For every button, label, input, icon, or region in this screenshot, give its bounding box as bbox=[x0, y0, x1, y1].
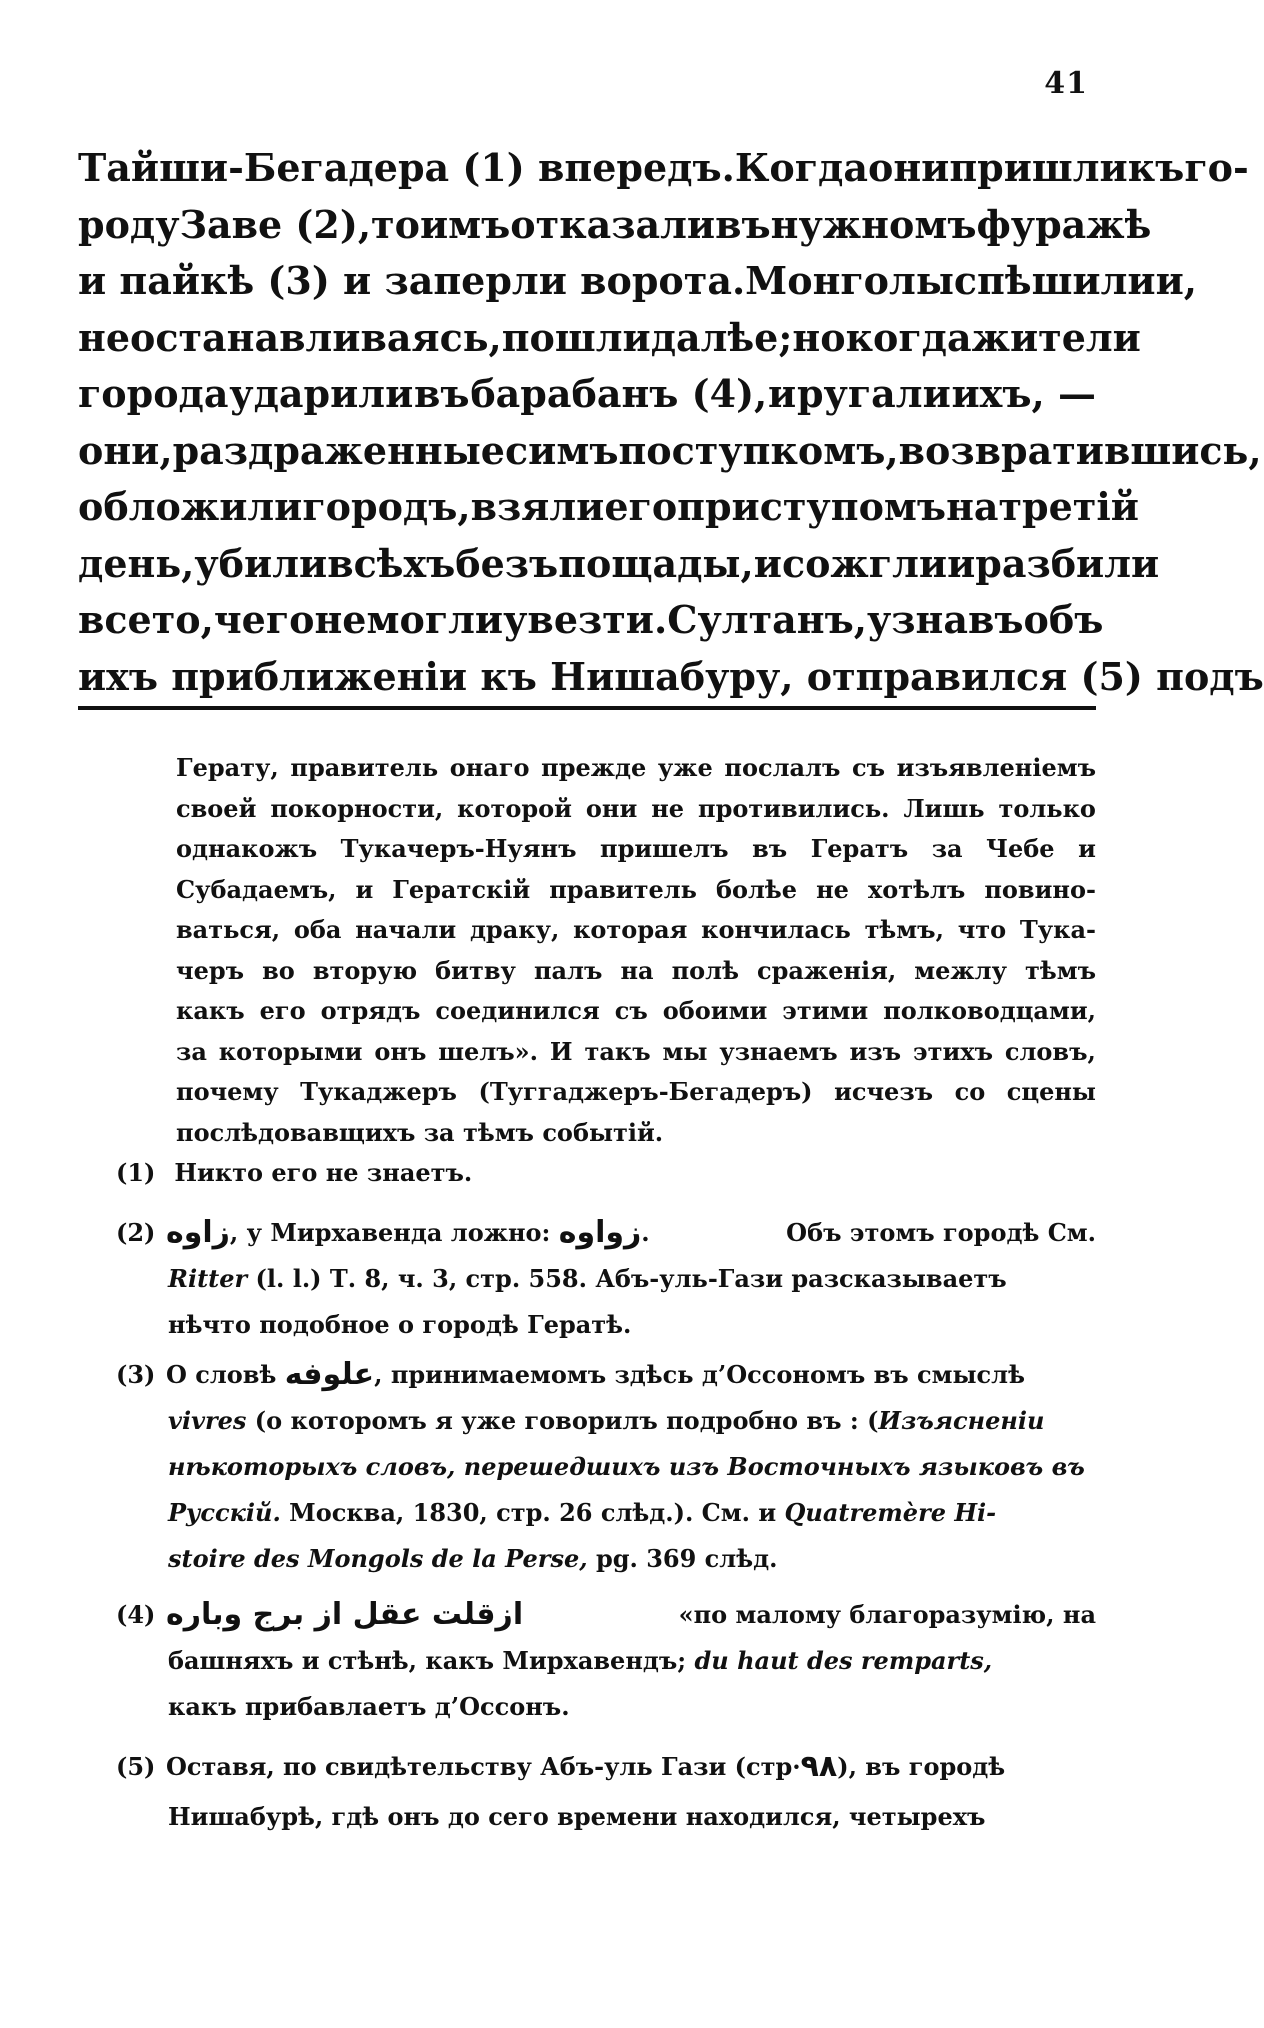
intro-note-word: шелъ». bbox=[438, 1036, 538, 1066]
main-text-word: пощады, bbox=[558, 540, 754, 586]
intro-note-word: начали bbox=[355, 915, 457, 944]
intro-note-word: сраженія, bbox=[757, 955, 897, 985]
intro-note-word: драку, bbox=[469, 915, 560, 944]
main-text-word: ихъ, — bbox=[951, 371, 1096, 416]
main-text-word: и bbox=[753, 540, 782, 586]
intro-note-word: Тукачеръ-Нуянъ bbox=[340, 834, 577, 863]
main-text-word: жители bbox=[971, 314, 1141, 360]
main-text-word: въ bbox=[715, 201, 771, 247]
intro-note-word: какъ bbox=[176, 996, 245, 1025]
main-text-word: спѣшили bbox=[953, 258, 1156, 303]
footnote-3-text-a: О словѣ bbox=[166, 1360, 277, 1389]
main-text-word: поступкомъ, bbox=[618, 427, 899, 473]
intro-note-word: и bbox=[1078, 834, 1096, 863]
intro-note-word: (Туггаджеръ-Бегадеръ) bbox=[478, 1077, 813, 1106]
main-text-word: не bbox=[78, 314, 130, 360]
main-text-word: фуражѣ bbox=[976, 201, 1152, 247]
footnote-4-line-2: башняхъ и стѣнѣ, какъ Мирхавендъ; bbox=[168, 1646, 687, 1675]
intro-note-word: онъ bbox=[374, 1036, 427, 1066]
intro-note-word: своей bbox=[176, 793, 257, 823]
intro-note-line bbox=[176, 829, 1096, 870]
main-text-word: и bbox=[768, 371, 797, 416]
main-text-word: раздраженные bbox=[172, 427, 505, 473]
intro-note-word: Гератъ bbox=[810, 834, 909, 863]
footnote-3-italic-title-b: нѣкоторыхъ словъ, перешедшихъ изъ Восточныхъ языковъ въ bbox=[168, 1452, 1085, 1481]
intro-note-word: которая bbox=[573, 915, 688, 944]
footnote-4-line-3: какъ прибавлаетъ д’Оссонъ. bbox=[168, 1692, 570, 1721]
main-text-word: симъ bbox=[505, 427, 619, 473]
intro-note-word: оба bbox=[293, 915, 342, 944]
main-text-word: приближеніи bbox=[171, 653, 468, 699]
intro-note-word: они bbox=[585, 793, 638, 823]
main-text-word: не bbox=[314, 597, 367, 642]
intro-note-word: палъ bbox=[533, 955, 603, 985]
intro-note-word: покорности, bbox=[270, 793, 444, 823]
intro-note-word: уже bbox=[657, 753, 713, 782]
intro-note-word: не bbox=[816, 874, 849, 904]
main-text-word: городъ, bbox=[302, 484, 471, 529]
footnote-3-quatremere: Quatremère Hi- bbox=[784, 1498, 997, 1527]
main-text-line bbox=[78, 423, 1262, 480]
main-text-word: увезти. bbox=[503, 597, 668, 642]
footnote-2-number: (2) bbox=[116, 1218, 156, 1247]
main-text-word: отказали bbox=[510, 201, 716, 247]
main-text-word: всѣхъ bbox=[327, 540, 456, 586]
main-text-word: пришли bbox=[949, 145, 1128, 190]
intro-note-word: Гератскій bbox=[392, 874, 531, 904]
page-number: 41 bbox=[1044, 66, 1088, 101]
intro-note-word: съ bbox=[614, 996, 648, 1025]
main-text-word: на bbox=[946, 484, 999, 529]
intro-note-word: только bbox=[998, 793, 1096, 823]
intro-note-line bbox=[176, 1072, 1096, 1113]
footnote-2-arabic-zawe: زاوه bbox=[166, 1215, 230, 1250]
footnote-5-text-a: Оставя, по свидѣтельству Абъ-уль Гази (стр· bbox=[166, 1752, 801, 1781]
intro-note-word: за bbox=[931, 834, 963, 863]
main-text-line bbox=[78, 536, 1160, 593]
intro-note-line bbox=[176, 951, 1096, 992]
intro-note-word: словъ, bbox=[1004, 1036, 1096, 1066]
main-text-word: то bbox=[371, 201, 420, 247]
footnote-5 bbox=[116, 1744, 1096, 1840]
intro-note-word: сцены bbox=[1006, 1077, 1096, 1106]
intro-note-word: битву bbox=[435, 955, 516, 985]
main-text-word: Когда bbox=[734, 145, 868, 190]
main-text-word: день, bbox=[78, 540, 195, 586]
main-text-word: они bbox=[868, 145, 950, 190]
footnote-3 bbox=[116, 1352, 1096, 1582]
intro-note-word: полководцами, bbox=[883, 996, 1096, 1025]
intro-note-word: со bbox=[954, 1077, 986, 1106]
intro-note-word: ваться, bbox=[176, 915, 281, 944]
main-text-word: и, bbox=[1155, 258, 1198, 303]
intro-note-word: полѣ bbox=[671, 955, 739, 985]
intro-note-word: черъ bbox=[176, 955, 245, 985]
intro-note-word: которой bbox=[457, 793, 572, 823]
main-text-word: то, bbox=[151, 597, 214, 642]
intro-note-word: этими bbox=[782, 996, 869, 1025]
main-text-word: ударили bbox=[229, 371, 414, 416]
footnote-2 bbox=[116, 1210, 1096, 1348]
main-text-word: отправился bbox=[806, 653, 1068, 699]
intro-note-word: во bbox=[262, 955, 295, 985]
intro-note-word: отрядъ bbox=[320, 996, 421, 1025]
intro-note-word: хотѣлъ bbox=[867, 874, 966, 904]
footnote-continuation bbox=[176, 748, 1096, 1153]
intro-note-word: въ bbox=[752, 834, 788, 863]
intro-note-word: тѣмъ bbox=[1024, 955, 1096, 985]
footnote-3-histoire: stoire des Mongols de la Perse, bbox=[168, 1544, 588, 1573]
main-text-word: барабанъ (4), bbox=[470, 371, 768, 416]
intro-note-word: съ bbox=[852, 753, 886, 782]
main-text-word: (5) bbox=[1080, 653, 1143, 699]
footnote-5-number: (5) bbox=[116, 1752, 156, 1781]
main-text-line bbox=[78, 592, 1104, 649]
intro-note-word: тѣмъ, bbox=[864, 915, 944, 944]
intro-note-word: прежде bbox=[541, 753, 647, 782]
main-text-word: третій bbox=[998, 484, 1139, 529]
main-text-word: сожгли bbox=[781, 540, 948, 586]
footnote-4-french: du haut des remparts, bbox=[694, 1646, 993, 1675]
intro-note-word: мы bbox=[662, 1036, 708, 1066]
intro-note-word: И bbox=[549, 1036, 573, 1066]
intro-note-line bbox=[176, 991, 1096, 1032]
main-text-word: къ bbox=[480, 653, 537, 699]
intro-note-word: такъ bbox=[584, 1036, 651, 1066]
main-text-line bbox=[78, 366, 1096, 423]
intro-note-word: не bbox=[651, 793, 685, 823]
main-text-word: останавливаясь, bbox=[130, 314, 502, 360]
intro-note-word: обоими bbox=[662, 996, 768, 1025]
main-text-word: пошли bbox=[501, 314, 651, 360]
intro-note-word: болѣе bbox=[715, 874, 798, 904]
main-text-word: и пайкѣ (3) и заперли ворота. bbox=[78, 258, 746, 303]
main-text-word: Заве (2), bbox=[179, 201, 372, 247]
main-text-word: все bbox=[78, 597, 152, 642]
intro-note-word: послѣдовавщихъ за тѣмъ событій. bbox=[176, 1117, 664, 1147]
footnote-3-line-5: pg. 369 слѣд. bbox=[595, 1544, 778, 1573]
main-text-word: взяли bbox=[470, 484, 605, 529]
footnote-5-line-2: Нишабурѣ, гдѣ онъ до сего времени находился, четырехъ bbox=[168, 1802, 986, 1831]
main-text-word: ихъ bbox=[78, 653, 158, 699]
main-text-word: Султанъ, bbox=[667, 597, 867, 642]
intro-note-word: этихъ bbox=[912, 1036, 993, 1066]
intro-note-word: на bbox=[620, 955, 654, 985]
intro-note-line bbox=[176, 910, 1096, 951]
intro-note-word: изъявленіемъ bbox=[896, 753, 1096, 782]
intro-note-word: что bbox=[957, 915, 1007, 944]
intro-note-word: правитель bbox=[290, 753, 439, 782]
intro-note-word: изъ bbox=[849, 1036, 902, 1066]
intro-note-word: правитель bbox=[549, 874, 697, 904]
footnote-3-line-2: (о которомъ я уже говорилъ подробно въ : ( bbox=[254, 1406, 879, 1435]
footnote-5-text-b: ), въ городѣ bbox=[837, 1752, 1006, 1781]
intro-note-word: и bbox=[355, 874, 374, 904]
main-text-word: къ bbox=[1127, 145, 1185, 190]
intro-note-word: межлу bbox=[914, 955, 1007, 985]
intro-note-line bbox=[176, 870, 1096, 911]
intro-note-word: Чебе bbox=[986, 834, 1055, 863]
intro-note-word: Тукаджеръ bbox=[300, 1077, 457, 1106]
intro-note-word: повино- bbox=[984, 874, 1096, 904]
intro-note-word: противились. bbox=[698, 793, 890, 823]
footnote-2-text-b: . bbox=[641, 1218, 650, 1247]
footnote-4-arabic: ازقلت عقل از برج وباره bbox=[166, 1597, 524, 1632]
main-text-word: имъ bbox=[419, 201, 511, 247]
intro-note-line bbox=[176, 1032, 1096, 1073]
main-text-word: могли bbox=[366, 597, 504, 642]
main-text-word: чего bbox=[213, 597, 315, 642]
footnote-3-russkiy: Русскій. bbox=[168, 1498, 281, 1527]
main-text bbox=[78, 140, 1264, 705]
intro-note-line bbox=[176, 789, 1096, 830]
intro-note-word: узнаемъ bbox=[719, 1036, 838, 1066]
intro-note-word: однакожъ bbox=[176, 834, 318, 863]
footnote-divider bbox=[78, 706, 1096, 710]
main-text-word: города bbox=[78, 371, 229, 416]
footnote-2-line-3: нѣчто подобное о городѣ Гератѣ. bbox=[168, 1310, 632, 1339]
main-text-word: когда bbox=[845, 314, 972, 360]
intro-note-word: его bbox=[259, 996, 306, 1025]
main-text-word: Тайши-Бегадера (1) впередъ. bbox=[78, 145, 735, 190]
intro-note-word: Субадаемъ, bbox=[176, 874, 337, 904]
footnote-3-line-4: Москва, 1830, стр. 26 слѣд.). См. и bbox=[289, 1498, 777, 1527]
footnote-4-text: «по малому благоразумію, на bbox=[678, 1600, 1096, 1629]
main-text-line bbox=[78, 310, 1141, 367]
footnote-2-arabic-zawawe: زواوه bbox=[558, 1215, 642, 1250]
intro-note-line bbox=[176, 748, 1096, 789]
main-text-word: го- bbox=[1184, 145, 1249, 190]
footnote-4 bbox=[116, 1592, 1096, 1730]
main-text-word: его bbox=[604, 484, 678, 529]
footnote-3-number: (3) bbox=[116, 1360, 156, 1389]
intro-note-word: исчезъ bbox=[834, 1077, 934, 1106]
main-text-line bbox=[78, 197, 1152, 254]
main-text-word: обложили bbox=[78, 484, 303, 529]
intro-note-word: Лишь bbox=[903, 793, 985, 823]
footnote-2-line-2: (l. l.) Т. 8, ч. 3, стр. 558. Абъ-уль-Гази разсказываетъ bbox=[255, 1264, 1007, 1293]
main-text-word: Нишабуру, bbox=[550, 653, 794, 699]
main-text-word: въ bbox=[414, 371, 470, 416]
intro-note-word: Герату, bbox=[176, 753, 279, 782]
intro-note-word: которыми bbox=[218, 1036, 363, 1066]
main-text-word: и bbox=[947, 540, 976, 586]
footnote-2-ritter: Ritter bbox=[168, 1264, 248, 1293]
main-text-word: безъ bbox=[455, 540, 559, 586]
intro-note-word: почему bbox=[176, 1077, 279, 1106]
main-text-line bbox=[78, 479, 1139, 536]
intro-note-word: онаго bbox=[449, 753, 530, 782]
intro-note-word: Тука- bbox=[1019, 915, 1096, 944]
main-text-word: объ bbox=[1023, 597, 1104, 642]
main-text-word: они, bbox=[78, 427, 173, 473]
main-text-word: возвратившись, bbox=[898, 427, 1262, 473]
footnote-3-italic-title-a: Изъясненіи bbox=[878, 1406, 1045, 1435]
intro-note-word: вторую bbox=[312, 955, 418, 985]
footnote-4-number: (4) bbox=[116, 1600, 156, 1629]
main-text-word: нужномъ bbox=[770, 201, 977, 247]
main-text-word: далѣе; bbox=[650, 314, 793, 360]
footnote-3-text-b: , принимаемомъ здѣсь д’Оссономъ въ смыслѣ bbox=[374, 1360, 1025, 1389]
footnote-1-text: Никто его не знаетъ. bbox=[174, 1158, 473, 1187]
main-text-word: убили bbox=[194, 540, 328, 586]
main-text-line bbox=[78, 140, 1249, 197]
main-text-line bbox=[78, 253, 1198, 310]
intro-note-word: послалъ bbox=[724, 753, 841, 782]
footnote-2-text-a: , у Мирхавенда ложно: bbox=[229, 1218, 551, 1247]
footnote-3-arabic: علوفه bbox=[284, 1357, 375, 1392]
footnote-3-vivres: vivres bbox=[168, 1406, 247, 1435]
main-text-word: Монголы bbox=[745, 258, 954, 303]
footnote-5-page-ref: ٩٨ bbox=[800, 1749, 838, 1784]
main-text-word: ругали bbox=[796, 371, 951, 416]
intro-note-word: соединился bbox=[435, 996, 600, 1025]
main-text-word: подъ bbox=[1156, 653, 1264, 699]
footnote-1-number: (1) bbox=[116, 1158, 156, 1187]
intro-note-word: кончилась bbox=[701, 915, 851, 944]
intro-note-word: пришелъ bbox=[600, 834, 729, 863]
footnote-1 bbox=[116, 1150, 1096, 1196]
main-text-word: узнавъ bbox=[866, 597, 1024, 642]
main-text-word: разбили bbox=[975, 540, 1160, 586]
main-text-line bbox=[78, 649, 1264, 706]
main-text-word: но bbox=[792, 314, 846, 360]
main-text-word: роду bbox=[78, 201, 180, 247]
intro-note-line bbox=[176, 1113, 1096, 1154]
main-text-word: приступомъ bbox=[677, 484, 947, 529]
footnote-2-text-c: Объ этомъ городѣ См. bbox=[786, 1218, 1096, 1247]
intro-note-word: за bbox=[176, 1036, 207, 1066]
